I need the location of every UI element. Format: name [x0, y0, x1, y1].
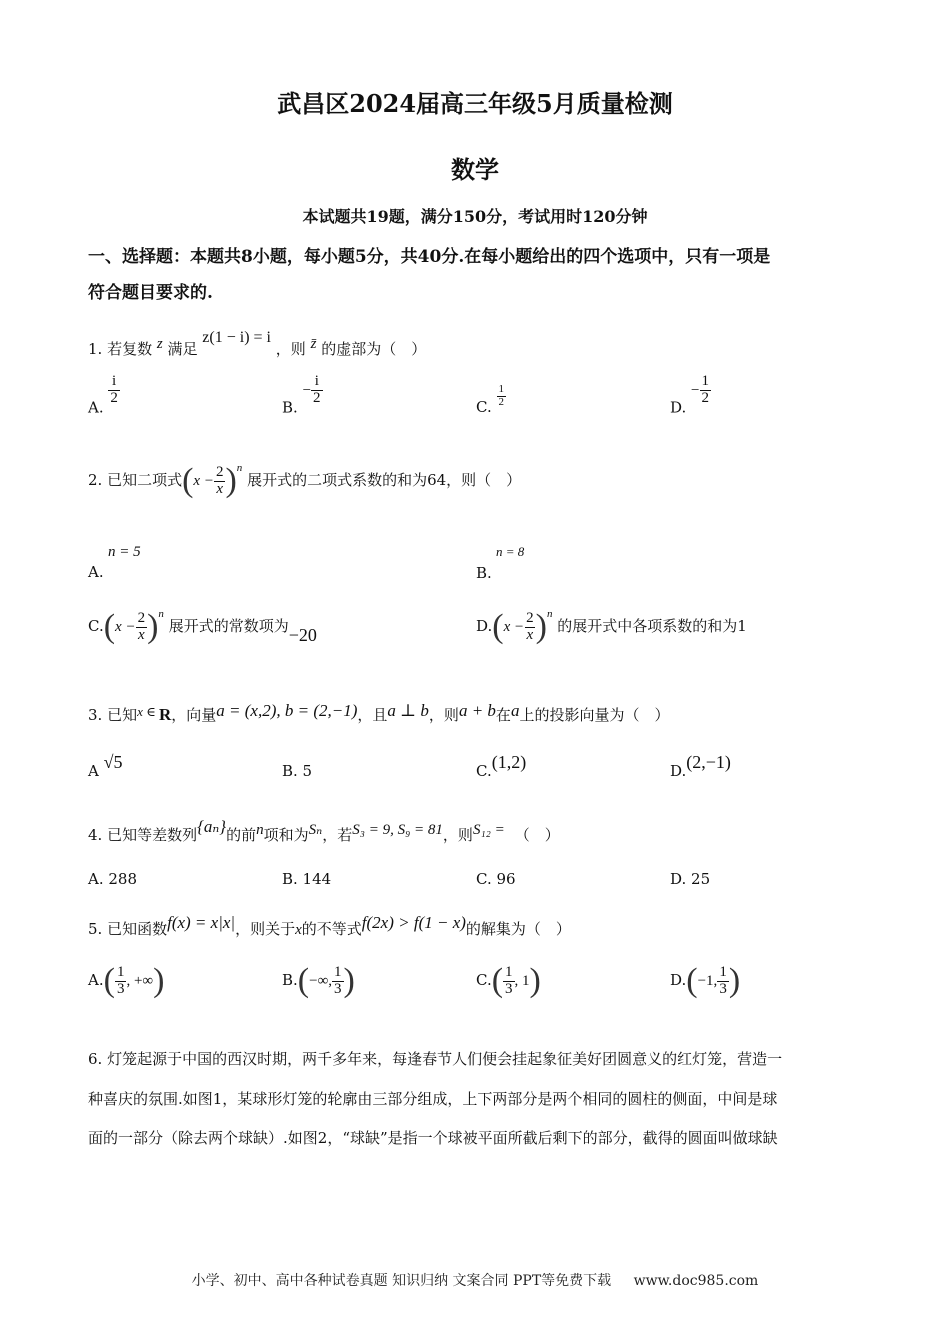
footer-text: 小学、初中、高中各种试卷真题 知识归纳 文案合同 PPT等免费下载	[191, 1273, 612, 1289]
q3-option-c-value: (1,2)	[491, 752, 527, 772]
q1-equation: z(1 − i) = i	[202, 329, 271, 346]
q1-option-a-frac: $\frac{i}{2}$	[110, 373, 118, 406]
question-6-line1: 6. 灯笼起源于中国的西汉时期，两千多年来，每逢春节人们便会挂起象征美好团圆意义的红灯笼，营造一	[88, 1050, 783, 1068]
q2-option-b-label: B.	[476, 564, 492, 582]
question-1	[88, 318, 426, 369]
q4-option-b[interactable]: B. 144	[282, 870, 332, 888]
q3-option-c[interactable]	[476, 752, 526, 780]
q2-option-d-label: D.	[476, 617, 493, 635]
q3-lead: 3. 已知	[88, 706, 138, 724]
q4-seq: {aₙ}	[197, 817, 227, 836]
q2-option-c-value: −20	[288, 625, 317, 645]
footer	[0, 1270, 950, 1290]
q4-ask: S₁₂ =	[472, 822, 505, 838]
q3-vectors: a = (x,2), b = (2,−1)	[216, 701, 358, 720]
q5-option-d[interactable]: D.(−1, $\frac{1}{3}$ )	[670, 962, 741, 999]
q1-option-d-label: D.	[670, 398, 687, 417]
question-2: 2. 已知二项式(x − $\frac{2}{x}$ )$^n$ 展开式的二项式系数的和为64，则（ ）	[88, 462, 522, 499]
q1-option-c-frac: $\frac{1}{2}$	[498, 383, 504, 408]
q5-option-a-value: , +∞	[126, 973, 154, 989]
q2-option-c[interactable]: C.(x − $\frac{2}{x}$ )$^n$ 展开式的常数项为−20	[88, 608, 317, 645]
q5-t1: ，则关于	[235, 920, 296, 938]
q5-option-c[interactable]: C.( $\frac{1}{3}$ , 1)	[476, 962, 541, 999]
q3-option-a[interactable]	[88, 752, 123, 780]
footer-link[interactable]: www.doc985.com	[633, 1273, 759, 1289]
q2-option-b[interactable]	[476, 544, 524, 582]
q3-option-a-value: √5	[103, 752, 123, 772]
q3-cond: x ∈	[137, 704, 159, 719]
q3-option-d-value: (2,−1)	[686, 752, 731, 772]
q1-option-b[interactable]	[282, 374, 323, 416]
q5-option-d-label: D.	[670, 971, 687, 989]
q1-option-a[interactable]	[88, 374, 120, 416]
q3-option-d-label: D.	[670, 762, 687, 780]
q2-option-a[interactable]	[88, 544, 141, 581]
q2-frac: $\frac{2}{x}$	[215, 463, 224, 497]
q5-option-b-value: −∞,	[309, 973, 333, 989]
q2-option-b-value: n = 8	[496, 544, 525, 559]
q1-option-d[interactable]	[670, 374, 711, 416]
question-5	[88, 906, 571, 947]
q1-option-c[interactable]	[476, 384, 506, 416]
q3-perp: a ⊥ b	[387, 701, 429, 720]
section-heading-line1: 一、选择题：本题共8小题，每小题5分，共40分.在每小题给出的四个选项中，只有一项是	[88, 247, 771, 267]
q4-t1: 的前	[226, 826, 257, 844]
q2-option-d[interactable]: D.(x − $\frac{2}{x}$ )$^n$ 的展开式中各项系数的和为1	[476, 608, 747, 645]
question-6-line3: 面的一部分（除去两个球缺）.如图2，“球缺”是指一个球被平面所截后剩下的部分，截得的圆面叫做球缺	[88, 1129, 778, 1147]
q5-t2: 的不等式	[301, 920, 362, 938]
question-3	[88, 694, 669, 732]
exam-title: 武昌区2024届高三年级5月质量检测	[277, 89, 673, 118]
q4-t3: ，若	[322, 826, 353, 844]
subject-title: 数学	[451, 155, 499, 184]
q4-t2: 项和为	[263, 826, 309, 844]
q3-option-b-label: B. 5	[282, 762, 313, 780]
q3-t2: ，且	[357, 706, 388, 724]
q5-function: f(x) = x|x|	[167, 913, 236, 932]
q3-t1: ，向量	[171, 706, 217, 724]
q3-option-d[interactable]	[670, 752, 731, 780]
q2-exp: n	[236, 462, 243, 474]
q4-S: Sₙ	[308, 822, 323, 838]
q5-option-c-value: , 1	[514, 973, 530, 989]
q5-option-c-label: C.	[476, 971, 492, 989]
q4-option-c[interactable]: C. 96	[476, 870, 516, 888]
q3-t3: ，则	[428, 706, 459, 724]
q1-option-b-label: B.	[282, 398, 298, 417]
q5-option-a[interactable]: A.( $\frac{1}{3}$ , +∞)	[88, 962, 165, 999]
q4-lead: 4. 已知等差数列	[88, 826, 198, 844]
q5-option-d-value: −1,	[697, 973, 718, 989]
q3-option-b[interactable]	[282, 762, 312, 780]
q3-option-c-label: C.	[476, 762, 492, 780]
q1-var-zbar: z̄	[310, 336, 317, 352]
q4-option-a[interactable]: A. 288	[88, 870, 137, 888]
q4-t4: ，则	[442, 826, 473, 844]
q1-option-b-frac: $\frac{i}{2}$	[313, 373, 321, 406]
exam-info: 本试题共19题，满分150分，考试用时120分钟	[302, 207, 648, 226]
q2-option-c-text: 展开式的常数项为	[168, 617, 289, 635]
q1-var-z: z	[156, 336, 163, 352]
q5-x: x	[295, 922, 302, 938]
q5-option-b[interactable]: B.(−∞, $\frac{1}{3}$ )	[282, 962, 355, 999]
q2-option-a-value: n = 5	[108, 544, 141, 560]
q4-option-d[interactable]: D. 25	[670, 870, 711, 888]
q3-t4: 在	[495, 706, 511, 724]
q1-lead: 1. 若复数	[88, 340, 153, 358]
q1-option-a-label: A.	[88, 398, 104, 417]
question-6-line2: 种喜庆的氛围.如图1，某球形灯笼的轮廓由三部分组成，上下两部分是两个相同的圆柱的侧面，中间是球	[88, 1090, 778, 1108]
q5-option-b-label: B.	[282, 971, 298, 989]
q5-option-a-label: A.	[88, 971, 104, 989]
section-heading-line2: 符合题目要求的.	[88, 283, 213, 303]
q3-t5: 上的投影向量为（ ）	[519, 706, 670, 724]
q1-option-d-sign: −	[691, 382, 700, 399]
q4-t5: （ ）	[514, 826, 560, 844]
q2-x: x −	[193, 473, 214, 489]
q3-option-a-label: A	[88, 762, 99, 780]
q3-a: a	[510, 701, 520, 720]
q2-t1: 展开式的二项式系数的和为64，则（ ）	[247, 471, 522, 489]
q3-sum: a + b	[458, 701, 496, 720]
q2-option-a-label: A.	[88, 563, 104, 581]
q5-inequality: f(2x) > f(1 − x)	[361, 913, 466, 932]
q1-option-d-frac: $\frac{1}{2}$	[701, 373, 710, 406]
q2-option-c-label: C.	[88, 617, 104, 635]
q1-t2: ，则	[275, 340, 306, 358]
q2-lead: 2. 已知二项式	[88, 471, 183, 489]
q1-t3: 的虚部为（ ）	[321, 340, 427, 358]
q5-t3: 的解集为（ ）	[465, 920, 571, 938]
question-4	[88, 810, 560, 852]
q1-option-b-sign: −	[302, 382, 312, 399]
q2-option-d-text: 的展开式中各项系数的和为1	[557, 617, 747, 635]
q1-option-c-label: C.	[476, 398, 492, 417]
q5-lead: 5. 已知函数	[88, 920, 168, 938]
q1-t1: 满足	[167, 340, 198, 358]
q3-R: R	[159, 705, 172, 724]
q4-cond: S₃ = 9, S₉ = 81	[352, 822, 443, 838]
q4-n: n	[256, 822, 264, 838]
